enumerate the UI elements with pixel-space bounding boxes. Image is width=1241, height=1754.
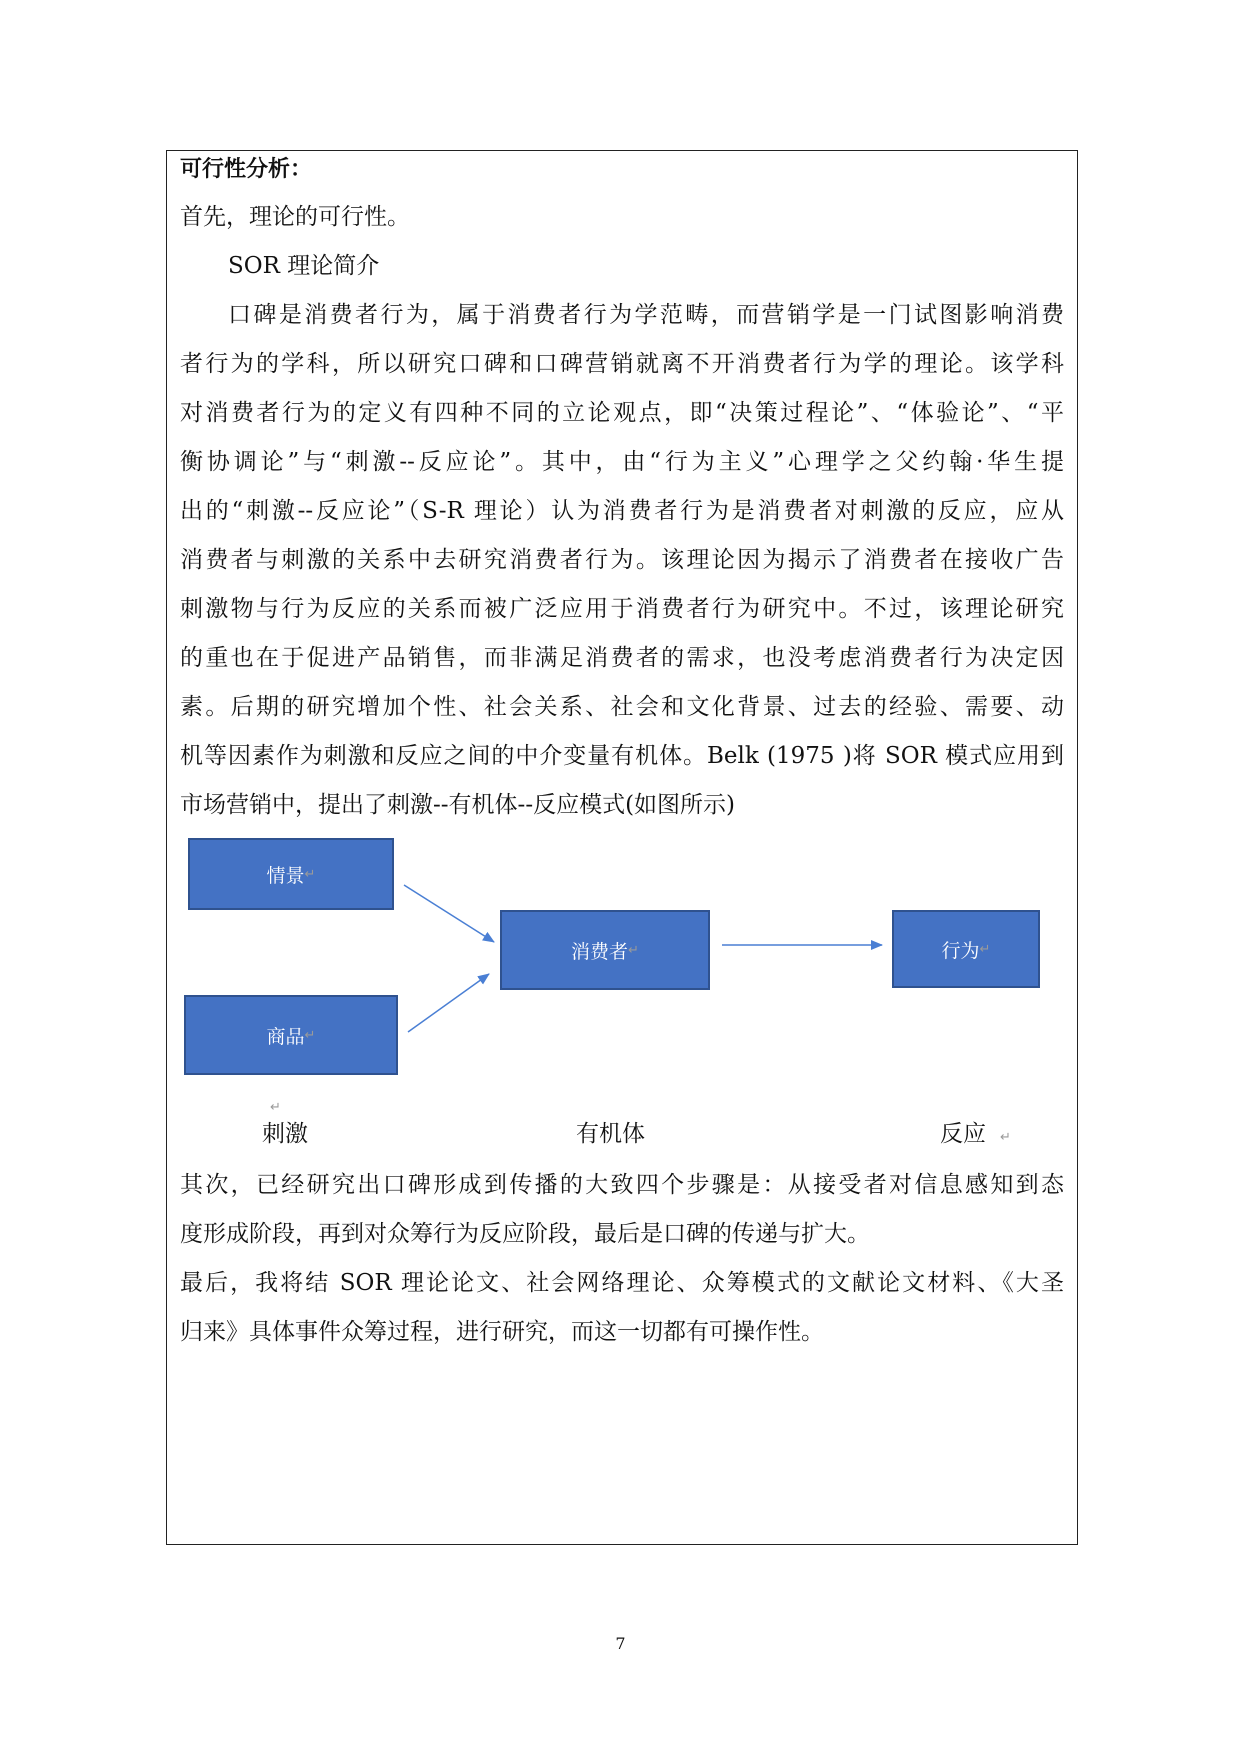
paragraph-line: 刺激物与行为反应的关系而被广泛应用于消费者行为研究中。不过，该理论研究 (180, 596, 1064, 622)
sor-subheading: SOR 理论简介 (228, 253, 380, 279)
stage-label-response (940, 1119, 1011, 1153)
conclusion-paragraph (180, 1259, 1064, 1357)
paragraph-line: 机等因素作为刺激和反应之间的中介变量有机体。Belk (1975 )将 SOR 模式应用到 (180, 743, 1064, 769)
box-consumer-label: 消费者 (571, 940, 629, 963)
paragraph-line: 的重也在于促进产品销售，而非满足消费者的需求，也没考虑消费者行为决定因 (180, 645, 1064, 671)
paragraph-line: 素。后期的研究增加个性、社会关系、社会和文化背景、过去的经验、需要、动 (180, 694, 1064, 720)
stage-label-response-text: 反应 (940, 1121, 986, 1147)
paragraph-line: 出的“刺激--反应论”（S-R 理论）认为消费者行为是消费者对刺激的反应，应从 (180, 498, 1064, 524)
paragraph-line: 消费者与刺激的关系中去研究消费者行为。该理论因为揭示了消费者在接收广告 (180, 547, 1064, 573)
paragraph-line: 其次，已经研究出口碑形成到传播的大致四个步骤是：从接受者对信息感知到态 (180, 1172, 1064, 1198)
paragraph-line: 最后，我将结 SOR 理论论文、社会网络理论、众筹模式的文献论文材料、《大圣 (180, 1270, 1064, 1296)
return-mark: ↵ (628, 942, 639, 958)
intro-line: 首先，理论的可行性。 (180, 204, 410, 230)
return-mark: ↵ (304, 866, 316, 882)
return-mark: ↵ (979, 941, 991, 957)
box-product-label: 商品 (266, 1025, 305, 1048)
return-mark: ↵ (1000, 1130, 1011, 1145)
box-product (184, 995, 398, 1075)
box-consumer (500, 910, 710, 990)
sor-paragraph (180, 291, 1064, 830)
page-number: 7 (615, 1634, 626, 1653)
stage-label-stimulus: 刺激 (262, 1121, 308, 1147)
return-mark: ↵ (304, 1027, 316, 1043)
paragraph-line: 市场营销中，提出了刺激--有机体--反应模式(如图所示) (180, 792, 736, 818)
section-heading: 可行性分析： (180, 157, 313, 182)
paragraph-line: 度形成阶段，再到对众筹行为反应阶段，最后是口碑的传递与扩大。 (180, 1221, 870, 1247)
paragraph-line: 口碑是消费者行为，属于消费者行为学范畴，而营销学是一门试图影响消费 (228, 302, 1064, 328)
box-situation-label: 情景 (266, 864, 305, 887)
paragraph-line: 者行为的学科，所以研究口碑和口碑营销就离不开消费者行为学的理论。该学科 (180, 351, 1064, 377)
return-mark: ↵ (270, 1100, 281, 1115)
paragraph-line: 对消费者行为的定义有四种不同的立论观点，即“决策过程论”、“体验论”、“平 (180, 400, 1064, 426)
box-behavior (892, 910, 1040, 988)
paragraph-line: 归来》具体事件众筹过程，进行研究，而这一切都有可操作性。 (180, 1319, 824, 1345)
steps-paragraph (180, 1161, 1064, 1259)
paragraph-line: 衡协调论”与“刺激--反应论”。其中，由“行为主义”心理学之父约翰·华生提 (180, 449, 1064, 475)
box-situation (188, 838, 394, 910)
stage-label-organism: 有机体 (576, 1121, 645, 1147)
box-behavior-label: 行为 (941, 939, 980, 962)
